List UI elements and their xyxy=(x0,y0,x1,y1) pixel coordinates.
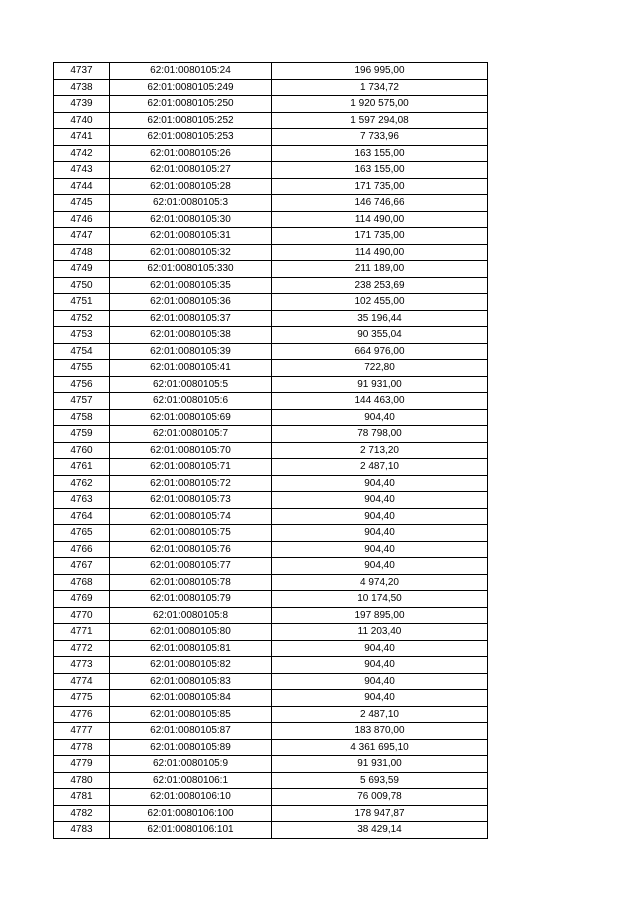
value-cell: 11 203,40 xyxy=(272,624,488,641)
cadastral-number-cell: 62:01:0080105:80 xyxy=(110,624,272,641)
table-row xyxy=(54,607,488,624)
cadastral-number-cell: 62:01:0080105:79 xyxy=(110,591,272,608)
row-number-cell: 4767 xyxy=(54,558,110,575)
table-row xyxy=(54,112,488,129)
row-number-cell: 4759 xyxy=(54,426,110,443)
value-cell: 904,40 xyxy=(272,657,488,674)
row-number-cell: 4751 xyxy=(54,294,110,311)
table-row xyxy=(54,393,488,410)
value-cell: 114 490,00 xyxy=(272,244,488,261)
row-number-cell: 4737 xyxy=(54,63,110,80)
cadastral-number-cell: 62:01:0080106:101 xyxy=(110,822,272,839)
cadastral-number-cell: 62:01:0080105:73 xyxy=(110,492,272,509)
table-row xyxy=(54,591,488,608)
table-row xyxy=(54,327,488,344)
cadastral-number-cell: 62:01:0080105:76 xyxy=(110,541,272,558)
value-cell: 5 693,59 xyxy=(272,772,488,789)
value-cell: 2 487,10 xyxy=(272,706,488,723)
row-number-cell: 4745 xyxy=(54,195,110,212)
table-row xyxy=(54,310,488,327)
value-cell: 196 995,00 xyxy=(272,63,488,80)
cadastral-number-cell: 62:01:0080105:70 xyxy=(110,442,272,459)
value-cell: 35 196,44 xyxy=(272,310,488,327)
table-row xyxy=(54,541,488,558)
row-number-cell: 4770 xyxy=(54,607,110,624)
value-cell: 1 920 575,00 xyxy=(272,96,488,113)
table-row xyxy=(54,805,488,822)
row-number-cell: 4757 xyxy=(54,393,110,410)
value-cell: 38 429,14 xyxy=(272,822,488,839)
table-row xyxy=(54,772,488,789)
value-cell: 2 487,10 xyxy=(272,459,488,476)
table-row xyxy=(54,277,488,294)
cadastral-number-cell: 62:01:0080105:38 xyxy=(110,327,272,344)
cadastral-number-cell: 62:01:0080105:39 xyxy=(110,343,272,360)
cadastral-number-cell: 62:01:0080105:24 xyxy=(110,63,272,80)
value-cell: 4 974,20 xyxy=(272,574,488,591)
row-number-cell: 4750 xyxy=(54,277,110,294)
value-cell: 238 253,69 xyxy=(272,277,488,294)
row-number-cell: 4762 xyxy=(54,475,110,492)
cadastral-number-cell: 62:01:0080105:35 xyxy=(110,277,272,294)
value-cell: 171 735,00 xyxy=(272,228,488,245)
value-cell: 7 733,96 xyxy=(272,129,488,146)
cadastral-number-cell: 62:01:0080105:28 xyxy=(110,178,272,195)
value-cell: 211 189,00 xyxy=(272,261,488,278)
value-cell: 904,40 xyxy=(272,558,488,575)
cadastral-number-cell: 62:01:0080105:36 xyxy=(110,294,272,311)
row-number-cell: 4764 xyxy=(54,508,110,525)
row-number-cell: 4758 xyxy=(54,409,110,426)
row-number-cell: 4763 xyxy=(54,492,110,509)
cadastral-number-cell: 62:01:0080105:72 xyxy=(110,475,272,492)
row-number-cell: 4766 xyxy=(54,541,110,558)
table-row xyxy=(54,178,488,195)
cadastral-number-cell: 62:01:0080105:82 xyxy=(110,657,272,674)
cadastral-number-cell: 62:01:0080105:252 xyxy=(110,112,272,129)
table-row xyxy=(54,690,488,707)
cadastral-number-cell: 62:01:0080105:253 xyxy=(110,129,272,146)
cadastral-number-cell: 62:01:0080105:69 xyxy=(110,409,272,426)
cadastral-number-cell: 62:01:0080105:84 xyxy=(110,690,272,707)
value-cell: 904,40 xyxy=(272,541,488,558)
table-row xyxy=(54,409,488,426)
table-row xyxy=(54,640,488,657)
value-cell: 91 931,00 xyxy=(272,756,488,773)
table-row xyxy=(54,475,488,492)
value-cell: 178 947,87 xyxy=(272,805,488,822)
table-row xyxy=(54,343,488,360)
cadastral-value-table xyxy=(53,62,488,839)
row-number-cell: 4741 xyxy=(54,129,110,146)
cadastral-number-cell: 62:01:0080105:81 xyxy=(110,640,272,657)
cadastral-number-cell: 62:01:0080105:30 xyxy=(110,211,272,228)
row-number-cell: 4781 xyxy=(54,789,110,806)
table-row xyxy=(54,459,488,476)
row-number-cell: 4743 xyxy=(54,162,110,179)
table-row xyxy=(54,756,488,773)
table-row xyxy=(54,657,488,674)
cadastral-number-cell: 62:01:0080105:250 xyxy=(110,96,272,113)
cadastral-number-cell: 62:01:0080105:31 xyxy=(110,228,272,245)
value-cell: 1 734,72 xyxy=(272,79,488,96)
table-row xyxy=(54,228,488,245)
table-row xyxy=(54,360,488,377)
row-number-cell: 4754 xyxy=(54,343,110,360)
cadastral-number-cell: 62:01:0080105:85 xyxy=(110,706,272,723)
row-number-cell: 4760 xyxy=(54,442,110,459)
cadastral-number-cell: 62:01:0080105:32 xyxy=(110,244,272,261)
cadastral-number-cell: 62:01:0080105:249 xyxy=(110,79,272,96)
row-number-cell: 4778 xyxy=(54,739,110,756)
cadastral-number-cell: 62:01:0080105:89 xyxy=(110,739,272,756)
table-row xyxy=(54,492,488,509)
value-cell: 163 155,00 xyxy=(272,162,488,179)
cadastral-number-cell: 62:01:0080105:27 xyxy=(110,162,272,179)
table-row xyxy=(54,79,488,96)
table-row xyxy=(54,261,488,278)
table-row xyxy=(54,723,488,740)
value-cell: 163 155,00 xyxy=(272,145,488,162)
cadastral-number-cell: 62:01:0080105:41 xyxy=(110,360,272,377)
value-cell: 90 355,04 xyxy=(272,327,488,344)
table-row xyxy=(54,244,488,261)
row-number-cell: 4744 xyxy=(54,178,110,195)
table-row xyxy=(54,525,488,542)
cadastral-number-cell: 62:01:0080105:8 xyxy=(110,607,272,624)
cadastral-number-cell: 62:01:0080105:330 xyxy=(110,261,272,278)
value-cell: 78 798,00 xyxy=(272,426,488,443)
value-cell: 722,80 xyxy=(272,360,488,377)
row-number-cell: 4783 xyxy=(54,822,110,839)
value-cell: 904,40 xyxy=(272,409,488,426)
row-number-cell: 4775 xyxy=(54,690,110,707)
value-cell: 664 976,00 xyxy=(272,343,488,360)
row-number-cell: 4746 xyxy=(54,211,110,228)
value-cell: 904,40 xyxy=(272,673,488,690)
row-number-cell: 4774 xyxy=(54,673,110,690)
cadastral-number-cell: 62:01:0080105:3 xyxy=(110,195,272,212)
row-number-cell: 4777 xyxy=(54,723,110,740)
row-number-cell: 4748 xyxy=(54,244,110,261)
table-row xyxy=(54,426,488,443)
row-number-cell: 4738 xyxy=(54,79,110,96)
value-cell: 904,40 xyxy=(272,525,488,542)
row-number-cell: 4782 xyxy=(54,805,110,822)
value-cell: 904,40 xyxy=(272,640,488,657)
row-number-cell: 4780 xyxy=(54,772,110,789)
table-row xyxy=(54,789,488,806)
table-row xyxy=(54,376,488,393)
table-row xyxy=(54,145,488,162)
cadastral-number-cell: 62:01:0080105:37 xyxy=(110,310,272,327)
value-cell: 91 931,00 xyxy=(272,376,488,393)
cadastral-number-cell: 62:01:0080105:83 xyxy=(110,673,272,690)
value-cell: 102 455,00 xyxy=(272,294,488,311)
cadastral-number-cell: 62:01:0080105:6 xyxy=(110,393,272,410)
table-row xyxy=(54,558,488,575)
cadastral-number-cell: 62:01:0080105:74 xyxy=(110,508,272,525)
value-cell: 10 174,50 xyxy=(272,591,488,608)
cadastral-number-cell: 62:01:0080105:75 xyxy=(110,525,272,542)
row-number-cell: 4771 xyxy=(54,624,110,641)
value-cell: 76 009,78 xyxy=(272,789,488,806)
cadastral-number-cell: 62:01:0080105:26 xyxy=(110,145,272,162)
table-row xyxy=(54,508,488,525)
row-number-cell: 4772 xyxy=(54,640,110,657)
cadastral-number-cell: 62:01:0080105:5 xyxy=(110,376,272,393)
value-cell: 1 597 294,08 xyxy=(272,112,488,129)
value-cell: 904,40 xyxy=(272,690,488,707)
cadastral-number-cell: 62:01:0080106:10 xyxy=(110,789,272,806)
value-cell: 4 361 695,10 xyxy=(272,739,488,756)
row-number-cell: 4765 xyxy=(54,525,110,542)
table-row xyxy=(54,195,488,212)
row-number-cell: 4749 xyxy=(54,261,110,278)
row-number-cell: 4776 xyxy=(54,706,110,723)
cadastral-number-cell: 62:01:0080105:77 xyxy=(110,558,272,575)
cadastral-number-cell: 62:01:0080106:1 xyxy=(110,772,272,789)
table-row xyxy=(54,624,488,641)
table-row xyxy=(54,739,488,756)
table-row xyxy=(54,574,488,591)
value-cell: 183 870,00 xyxy=(272,723,488,740)
value-cell: 904,40 xyxy=(272,475,488,492)
row-number-cell: 4756 xyxy=(54,376,110,393)
value-cell: 904,40 xyxy=(272,508,488,525)
table-body xyxy=(54,63,488,839)
row-number-cell: 4740 xyxy=(54,112,110,129)
row-number-cell: 4755 xyxy=(54,360,110,377)
table-row xyxy=(54,162,488,179)
cadastral-number-cell: 62:01:0080105:71 xyxy=(110,459,272,476)
row-number-cell: 4773 xyxy=(54,657,110,674)
cadastral-number-cell: 62:01:0080105:78 xyxy=(110,574,272,591)
table-row xyxy=(54,63,488,80)
table-row xyxy=(54,706,488,723)
table-row xyxy=(54,822,488,839)
value-cell: 171 735,00 xyxy=(272,178,488,195)
row-number-cell: 4747 xyxy=(54,228,110,245)
table-row xyxy=(54,673,488,690)
row-number-cell: 4769 xyxy=(54,591,110,608)
row-number-cell: 4768 xyxy=(54,574,110,591)
row-number-cell: 4739 xyxy=(54,96,110,113)
table-row xyxy=(54,211,488,228)
value-cell: 2 713,20 xyxy=(272,442,488,459)
row-number-cell: 4753 xyxy=(54,327,110,344)
value-cell: 197 895,00 xyxy=(272,607,488,624)
row-number-cell: 4779 xyxy=(54,756,110,773)
cadastral-number-cell: 62:01:0080105:9 xyxy=(110,756,272,773)
cadastral-number-cell: 62:01:0080105:87 xyxy=(110,723,272,740)
value-cell: 144 463,00 xyxy=(272,393,488,410)
cadastral-number-cell: 62:01:0080105:7 xyxy=(110,426,272,443)
row-number-cell: 4761 xyxy=(54,459,110,476)
table-row xyxy=(54,96,488,113)
row-number-cell: 4752 xyxy=(54,310,110,327)
value-cell: 904,40 xyxy=(272,492,488,509)
value-cell: 146 746,66 xyxy=(272,195,488,212)
row-number-cell: 4742 xyxy=(54,145,110,162)
table-row xyxy=(54,129,488,146)
table-row xyxy=(54,442,488,459)
table-row xyxy=(54,294,488,311)
value-cell: 114 490,00 xyxy=(272,211,488,228)
cadastral-number-cell: 62:01:0080106:100 xyxy=(110,805,272,822)
